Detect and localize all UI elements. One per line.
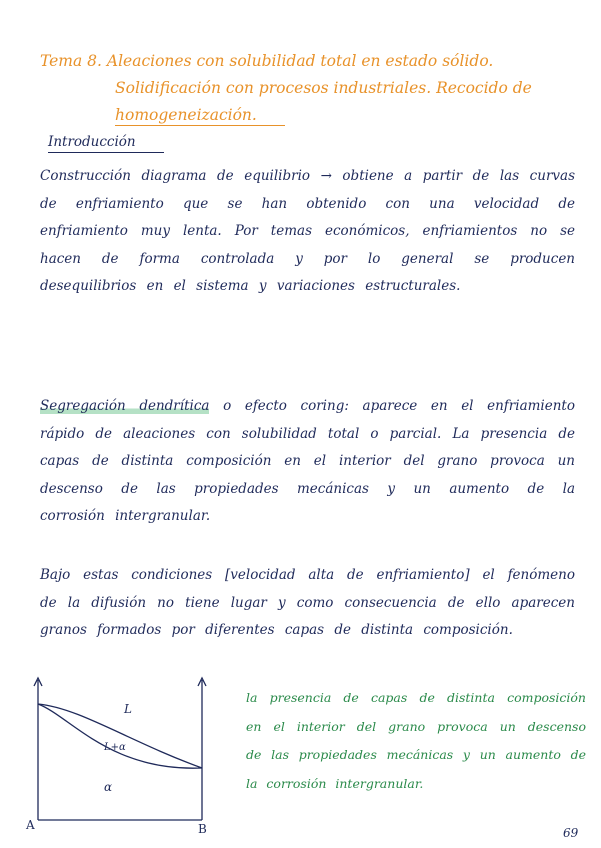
paragraph-segregation [40,393,575,531]
label-a: A [26,818,35,832]
title-line-1: Tema 8. Aleaciones con solubilidad total en estado sólido. [40,52,494,70]
intro-heading: Introducción [48,134,136,150]
intro-underline [48,152,164,153]
segregation-highlight: Segregación dendrítica [40,398,210,414]
title-line-3: homogeneización. [115,106,257,124]
liquidus-curve [38,704,202,768]
diagram-caption: la presencia de capas de distinta composición en el interior del grano provoca un descenso de las propiedades mecánicas y un aumento de la corrosión intergranular. [246,690,586,791]
segregation-text: o efecto coring: aparece en el enfriamiento rápido de aleaciones con solubilidad total o parcial. La presencia de capas de distinta composición en el interior del grano provoca un descenso de las propiedades mecánicas y un aumento de la corrosión intergranular. [40,398,575,524]
paragraph-conditions: Bajo estas condiciones [velocidad alta de enfriamiento] el fenómeno de la difusión no tiene lugar y como consecuencia de ello aparecen granos formados por diferentes capas de distinta composición. [40,567,575,638]
label-b: B [198,822,207,836]
label-liquid-alpha: L+α [104,742,126,753]
title-line-2: Solidificación con procesos industriales. Recocido de [115,79,532,97]
page-number: 69 [563,826,579,840]
chapter-title [40,48,580,129]
label-alpha: α [104,780,113,794]
label-liquid: L [124,702,132,716]
paragraph-intro: Construcción diagrama de equilibrio → obtiene a partir de las curvas de enfriamiento que se han obtenido con una velocidad de enfriamiento muy lenta. Por temas económicos, enfriamientos no se hacen de forma controlada y por lo general se producen desequilibrios en el sistema y variaciones estructurales. [40,168,575,294]
title-underline [115,125,285,126]
phase-diagram [20,672,220,836]
